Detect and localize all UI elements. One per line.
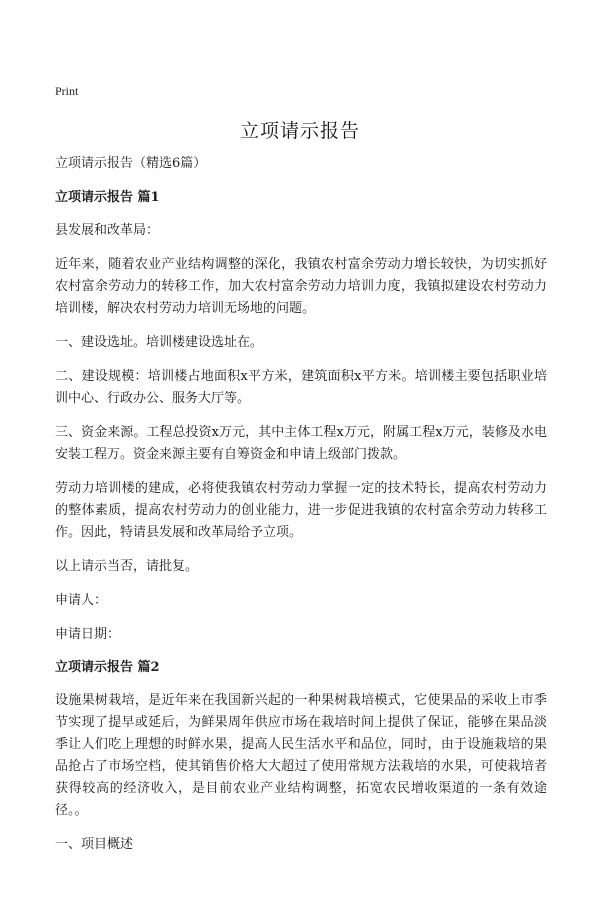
paragraph: 一、建设选址。培训楼建设选址在。 [55,335,264,350]
paragraph: 近年来，随着农业产业结构调整的深化，我镇农村富余劳动力增长较快，为切实抓好农村富余劳动力的转移工作，加大农村富余劳动力培训力度，我镇拟建设农村劳动力培训楼，解决农村劳动力培训无场地的问题。 [55,257,547,316]
applicant-line: 申请人： [55,593,108,608]
paragraph: 三、资金来源。工程总投资x万元，其中主体工程x万元，附属工程x万元，装修及水电安装工程万。资金来源主要有自筹资金和申请上级部门拨款。 [55,425,547,462]
section-2-heading: 立项请示报告 篇2 [55,660,160,675]
paragraph: 一、项目概述 [55,837,134,852]
paragraph: 二、建设规模：培训楼占地面积x平方米，建筑面积x平方米。培训楼主要包括职业培训中心、行政办公、服务大厅等。 [55,369,547,406]
section-1-heading: 立项请示报告 篇1 [55,190,160,205]
paragraph: 以上请示当否，请批复。 [55,559,199,574]
paragraph: 劳动力培训楼的建成，必将使我镇农村劳动力掌握一定的技术特长，提高农村劳动力的整体素质，提高农村劳动力的创业能力，进一步促进我镇的农村富余劳动力转移工作。因此，特请县发展和改革局给予立项。 [55,481,547,540]
document-subtitle: 立项请示报告（精选6篇） [55,156,207,171]
print-label[interactable]: Print [55,84,79,98]
application-date-line: 申请日期： [55,627,121,642]
page-title: 立项请示报告 [239,120,360,142]
paragraph: 设施果树栽培，是近年来在我国新兴起的一种果树栽培模式，它使果品的采收上市季节实现了提早或延后，为鲜果周年供应市场在栽培时间上提供了保证，能够在果品淡季让人们吃上理想的时鲜水果，提高人民生活水平和品位，同时，由于设施栽培的果品抢占了市场空档，使其销售价格大大超过了使用常规方法栽培的水果，可使栽培者获得较高的经济收入，是目前农业产业结构调整，拓宽农民增收渠道的一条有效途径。。 [55,693,547,818]
document-body [55,154,547,868]
addressee: 县发展和改革局： [55,223,160,238]
